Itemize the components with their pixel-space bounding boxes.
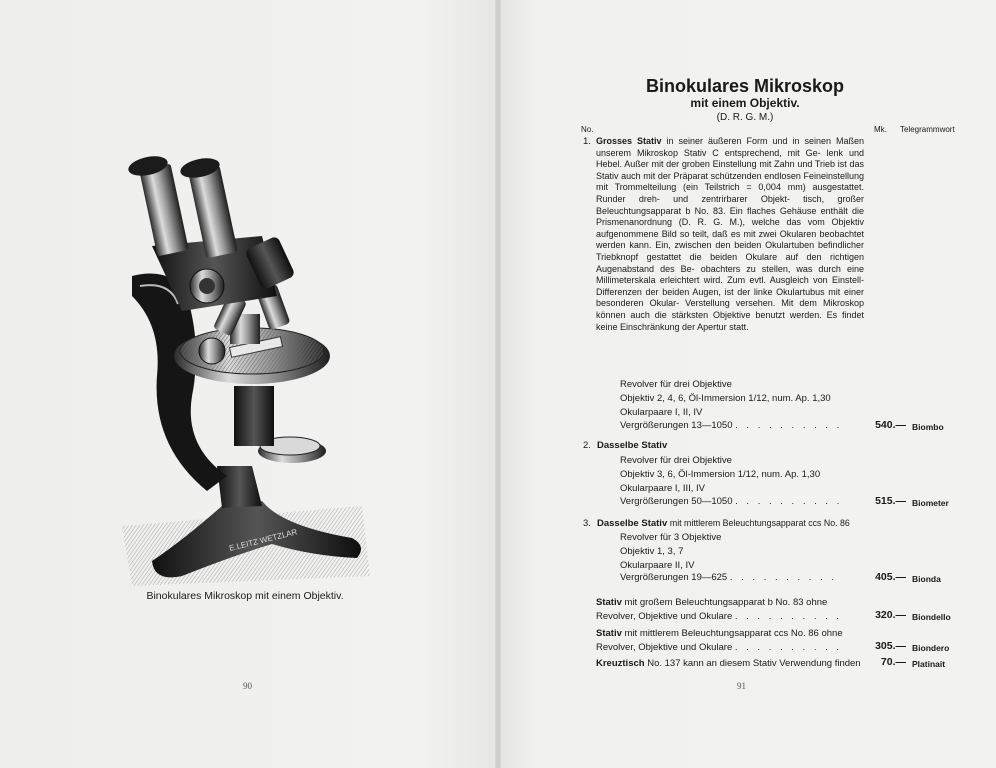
item3-price: 405.— — [875, 571, 906, 583]
item6-price: 70.— — [880, 656, 906, 668]
patent-mark: (D. R. G. M.) — [716, 112, 774, 123]
item2-telegram: Biometer — [912, 498, 949, 508]
page-title: Binokulares Mikroskop — [645, 76, 845, 96]
item-number: 3. — [583, 518, 591, 529]
item1-telegram: Biombo — [912, 422, 944, 432]
column-header-mk: Mk. — [874, 125, 887, 134]
item5-price: 305.— — [875, 640, 906, 652]
item-name: Grosses Stativ — [596, 136, 662, 146]
item4-telegram: Biondello — [912, 612, 951, 622]
page-subtitle: mit einem Objektiv. — [690, 96, 800, 110]
item6-description: Kreuztisch No. 137 kann an diesem Stativ Verwendung finden — [596, 658, 861, 669]
item6-telegram: Platinait — [912, 659, 946, 669]
book-gutter — [495, 0, 501, 768]
item2-price: 515.— — [875, 495, 906, 507]
item1-magnification: Vergrößerungen 13—1050 . . . . . . . . . . — [620, 420, 843, 431]
item5-telegram: Biondero — [912, 643, 950, 653]
page-number-left: 90 — [243, 681, 252, 691]
item1-description: Grosses Stativ in seiner äußeren Form und in seinen Maßen unserem Mikroskop Stativ C entsprechend, mit Ge- lenk und Hebel. Außer mit der groben Einstellung mit Zahn und Trieb ist das Stativ auch mit der Präparat schützenden endlosen Feineinstellung mit Trommelteilung (ein Teilstrich = 0,004 mm) ausgestattet. Runder dreh- und zentrirbarer Objekt- tisch, großer Beleuchtungsapparat b No. 83. Ein flaches Gehäuse enthält die Prismenanordnung (D. R. G. M.), welche das vom Objektiv aufgenommene Bild so teilt, daß es mit zwei Okularen beobachtet werden kann. Ein, zwischen den beiden Okulartuben befindlicher Triebknopf gestattet die beiden Okulare auf den richtigen Augenabstand des Be- obachters zu stellen, was durch eine Millimeterskala erleichtert wird. Zum evtl. Ausgleich von Einstell-Differenzen der beiden Augen, ist der linke Okulartubus mit einer besonderen Okular- Verstellung versehen. Mit dem Mikroskop können auch die stärksten Objektive benutzt werden. Es findet keine Einschränkung der Apertur statt. — [596, 136, 865, 332]
item4-description: Stativ mit großem Beleuchtungsapparat b No. 83 ohne Revolver, Objektive und Okulare . . . . . . . . . . — [596, 597, 843, 622]
figure-caption: Binokulares Mikroskop mit einem Objektiv. — [146, 590, 344, 602]
page-number-right: 91 — [737, 681, 746, 691]
item5-description: Stativ mit mittlerem Beleuchtungsapparat ccs No. 86 ohne Revolver, Objektive und Okulare . . . . . . . . . . — [596, 628, 843, 653]
column-header-no: No. — [581, 125, 594, 134]
microscope-illustration — [112, 146, 372, 594]
item3-specs: Revolver für 3 Objektive Objektiv 1, 3, 7 Okularpaare II, IV — [620, 532, 722, 571]
item4-price: 320.— — [875, 609, 906, 621]
item-number: 1. — [583, 136, 591, 147]
item2-magnification: Vergrößerungen 50—1050 . . . . . . . . . . — [620, 496, 843, 507]
item3-magnification: Vergrößerungen 19—625 . . . . . . . . . . — [620, 572, 838, 583]
item1-specs: Revolver für drei Objektive Objektiv 2, 4, 6, Öl-Immersion 1/12, num. Ap. 1,30 Okularpaare I, II, IV — [620, 379, 831, 418]
item1-price: 540.— — [875, 419, 906, 431]
maker-inscription: E.LEITZ WETZLAR — [228, 527, 299, 553]
item-name: Dasselbe Stativ — [597, 440, 668, 451]
item3-telegram: Bionda — [912, 574, 941, 584]
item-number: 2. — [583, 440, 591, 451]
item3-header: Dasselbe Stativ mit mittlerem Beleuchtungsapparat ccs No. 86 — [597, 518, 850, 529]
item2-specs: Revolver für drei Objektive Objektiv 3, 6, Öl-Immersion 1/12, num. Ap. 1,30 Okularpaare I, III, IV — [620, 455, 821, 494]
column-header-telegram: Telegrammwort — [900, 125, 955, 134]
